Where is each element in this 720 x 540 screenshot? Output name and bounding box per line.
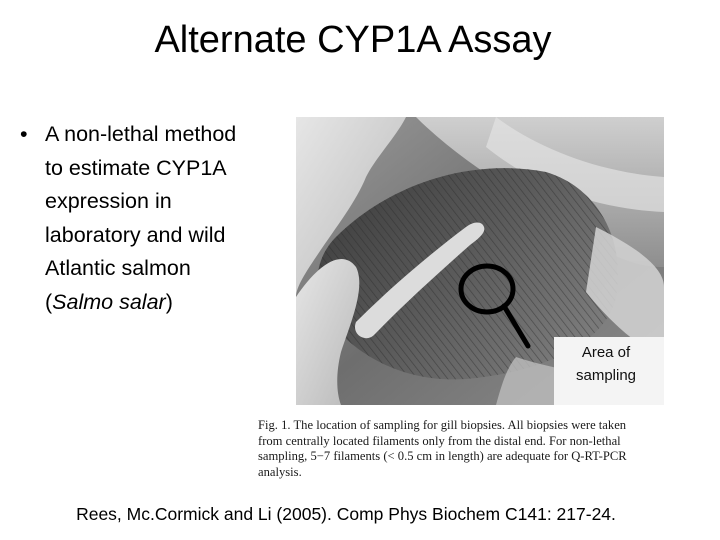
bullet-line: to estimate CYP1A bbox=[45, 155, 227, 180]
slide-title: Alternate CYP1A Assay bbox=[154, 19, 552, 61]
bullet-line-species bbox=[45, 286, 300, 320]
species-close-paren: ) bbox=[165, 289, 173, 314]
bullet-point bbox=[20, 118, 300, 319]
area-of-sampling-label bbox=[558, 341, 654, 387]
bullet-line: expression in bbox=[45, 189, 172, 213]
bullet-marker: • bbox=[20, 122, 28, 146]
caption-line: analysis. bbox=[258, 464, 302, 479]
caption-line: from centrally located filaments only from the distal end. For non-lethal bbox=[258, 433, 621, 448]
bullet-line: laboratory and wild bbox=[45, 222, 226, 247]
citation: Rees, Mc.Cormick and Li (2005). Comp Phys Biochem C141: 217-24. bbox=[76, 504, 616, 524]
area-label-line1: Area of bbox=[581, 344, 631, 361]
bullet-text bbox=[45, 118, 300, 319]
bullet-line: Atlantic salmon bbox=[45, 256, 191, 280]
species-open-paren: ( bbox=[45, 289, 53, 314]
caption-line: sampling, 5−7 filaments (< 0.5 cm in length) are adequate for Q-RT-PCR bbox=[258, 449, 627, 463]
area-label-line2: sampling bbox=[575, 367, 637, 384]
caption-line: Fig. 1. The location of sampling for gill biopsies. All biopsies were taken bbox=[258, 418, 627, 432]
bullet-line: A non-lethal method bbox=[45, 122, 237, 146]
figure-caption bbox=[258, 418, 706, 480]
species-name: Salmo salar bbox=[52, 289, 166, 314]
